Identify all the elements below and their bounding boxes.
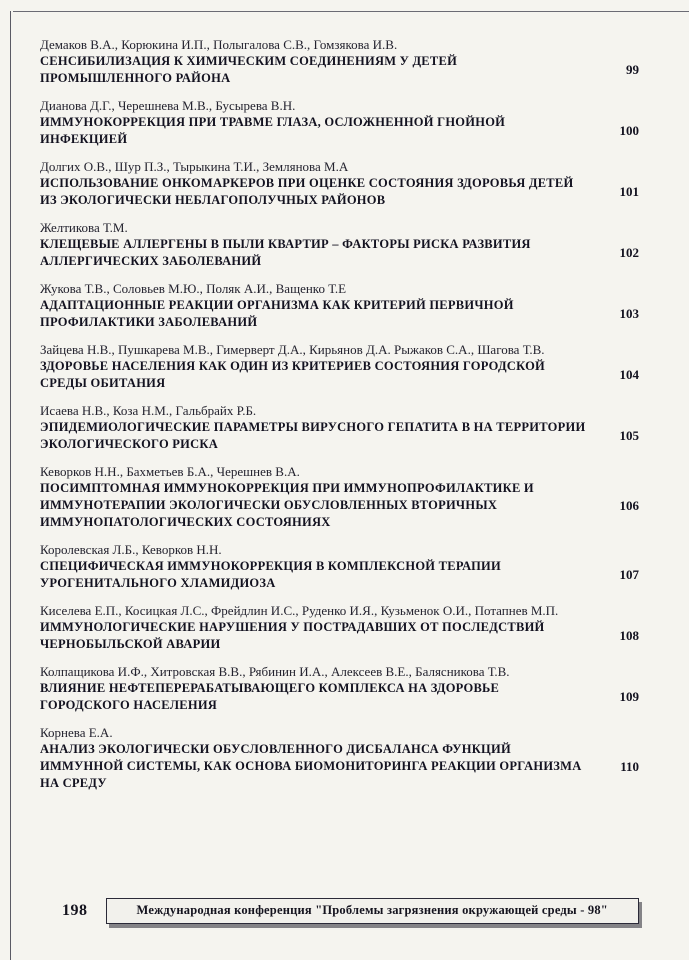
entry-title: СЕНСИБИЛИЗАЦИЯ К ХИМИЧЕСКИМ СОЕДИНЕНИЯМ У ДЕТЕЙ ПРОМЫШЛЕННОГО РАЙОНА [40, 54, 458, 85]
scan-border-top [13, 11, 689, 12]
entry-title-row [40, 741, 639, 792]
toc-entry [40, 402, 639, 453]
toc-entry [40, 158, 639, 209]
entry-authors: Зайцева Н.В., Пушкарева М.В., Гимерверт Д.А., Кирьянов Д.А. Рыжаков С.А., Шагова Т.В. [40, 342, 545, 357]
entry-page-number: 108 [619, 628, 639, 643]
entry-authors: Жукова Т.В., Соловьев М.Ю., Поляк А.И., Ващенко Т.Е [40, 281, 347, 296]
entry-page-number: 107 [619, 567, 639, 582]
entry-page-number: 103 [619, 306, 639, 321]
toc-entry [40, 602, 639, 653]
entry-title-row [40, 53, 639, 87]
toc-entry [40, 463, 639, 531]
entry-title: ИММУНОКОРРЕКЦИЯ ПРИ ТРАВМЕ ГЛАЗА, ОСЛОЖНЕННОЙ ГНОЙНОЙ ИНФЕКЦИЕЙ [40, 115, 506, 146]
entry-page-number: 105 [619, 428, 639, 443]
folio-page-number: 198 [62, 902, 88, 919]
entry-page-number: 109 [619, 689, 639, 704]
entry-title-row [40, 619, 639, 653]
entry-authors: Кеворков Н.Н., Бахметьев Б.А., Черешнев В.А. [40, 464, 300, 479]
entry-page-number: 110 [620, 758, 639, 774]
scan-border-left [10, 11, 11, 960]
toc-entry [40, 36, 639, 87]
entry-authors: Колпащикова И.Ф., Хитровская В.В., Рябинин И.А., Алексеев В.Е., Балясникова Т.В. [40, 664, 510, 679]
conference-banner [106, 898, 640, 924]
entry-title-row [40, 358, 639, 392]
entry-title: КЛЕЩЕВЫЕ АЛЛЕРГЕНЫ В ПЫЛИ КВАРТИР – ФАКТОРЫ РИСКА РАЗВИТИЯ АЛЛЕРГИЧЕСКИХ ЗАБОЛЕВАНИЙ [40, 237, 531, 268]
entry-page-number: 106 [619, 497, 639, 513]
entry-title: ИСПОЛЬЗОВАНИЕ ОНКОМАРКЕРОВ ПРИ ОЦЕНКЕ СОСТОЯНИЯ ЗДОРОВЬЯ ДЕТЕЙ ИЗ ЭКОЛОГИЧЕСКИ НЕБЛАГОПОЛУЧНЫХ РАЙОНОВ [40, 176, 574, 207]
entry-authors: Дианова Д.Г., Черешнева М.В., Бусырева В.Н. [40, 98, 296, 113]
entry-title: ВЛИЯНИЕ НЕФТЕПЕРЕРАБАТЫВАЮЩЕГО КОМПЛЕКСА НА ЗДОРОВЬЕ ГОРОДСКОГО НАСЕЛЕНИЯ [40, 681, 500, 712]
toc-entry [40, 219, 639, 270]
entry-title: ИММУНОЛОГИЧЕСКИЕ НАРУШЕНИЯ У ПОСТРАДАВШИХ ОТ ПОСЛЕДСТВИЙ ЧЕРНОБЫЛЬСКОЙ АВАРИИ [40, 620, 545, 651]
entry-title: ПОСИМПТОМНАЯ ИММУНОКОРРЕКЦИЯ ПРИ ИММУНОПРОФИЛАКТИКЕ И ИММУНОТЕРАПИИ ЭКОЛОГИЧЕСКИ ОБУСЛОВЛЕННЫХ ВТОРИЧНЫХ ИММУНОПАТОЛОГИЧЕСКИХ СОСТОЯНИЯХ [40, 481, 534, 529]
page-footer [40, 898, 639, 924]
entry-authors: Демаков В.А., Корюкина И.П., Полыгалова С.В., Гомзякова И.В. [40, 37, 398, 52]
entry-title-row [40, 297, 639, 331]
entry-title: АНАЛИЗ ЭКОЛОГИЧЕСКИ ОБУСЛОВЛЕННОГО ДИСБАЛАНСА ФУНКЦИЙ ИММУННОЙ СИСТЕМЫ, КАК ОСНОВА БИОМОНИТОРИНГА РЕАКЦИИ ОРГАНИЗМА НА СРЕДУ [40, 742, 582, 790]
entry-page-number: 100 [619, 123, 639, 138]
entry-authors: Исаева Н.В., Коза Н.М., Гальбрайх Р.Б. [40, 403, 257, 418]
toc-entry [40, 280, 639, 331]
toc-entry [40, 97, 639, 148]
entry-page-number: 104 [619, 367, 639, 382]
entry-title: СПЕЦИФИЧЕСКАЯ ИММУНОКОРРЕКЦИЯ В КОМПЛЕКСНОЙ ТЕРАПИИ УРОГЕНИТАЛЬНОГО ХЛАМИДИОЗА [40, 559, 501, 590]
entry-authors: Киселева Е.П., Косицкая Л.С., Фрейдлин И.С., Руденко И.Я., Кузьменок О.И., Потапнев М.П. [40, 603, 559, 618]
entry-title: ЗДОРОВЬЕ НАСЕЛЕНИЯ КАК ОДИН ИЗ КРИТЕРИЕВ СОСТОЯНИЯ ГОРОДСКОЙ СРЕДЫ ОБИТАНИЯ [40, 359, 546, 390]
entry-page-number: 99 [626, 62, 639, 77]
entry-authors: Долгих О.В., Шур П.З., Тырыкина Т.И., Землянова М.А [40, 159, 349, 174]
entry-title-row [40, 480, 639, 531]
entry-title-row [40, 175, 639, 209]
entry-title: АДАПТАЦИОННЫЕ РЕАКЦИИ ОРГАНИЗМА КАК КРИТЕРИЙ ПЕРВИЧНОЙ ПРОФИЛАКТИКИ ЗАБОЛЕВАНИЙ [40, 298, 514, 329]
entry-title-row [40, 114, 639, 148]
toc-entries [40, 36, 639, 802]
toc-entry [40, 663, 639, 714]
entry-title-row [40, 419, 639, 453]
entry-authors: Корнева Е.А. [40, 725, 113, 740]
entry-title-row [40, 558, 639, 592]
entry-title-row [40, 236, 639, 270]
entry-title: ЭПИДЕМИОЛОГИЧЕСКИЕ ПАРАМЕТРЫ ВИРУСНОГО ГЕПАТИТА В НА ТЕРРИТОРИИ ЭКОЛОГИЧЕСКОГО РИСКА [40, 420, 586, 451]
toc-entry [40, 541, 639, 592]
entry-page-number: 101 [619, 184, 639, 199]
toc-entry [40, 724, 639, 792]
entry-page-number: 102 [619, 245, 639, 260]
entry-authors: Желтикова Т.М. [40, 220, 128, 235]
entry-title-row [40, 680, 639, 714]
conference-title: Международная конференция "Проблемы загрязнения окружающей среды - 98" [136, 903, 608, 917]
entry-authors: Королевская Л.Б., Кеворков Н.Н. [40, 542, 222, 557]
toc-entry [40, 341, 639, 392]
